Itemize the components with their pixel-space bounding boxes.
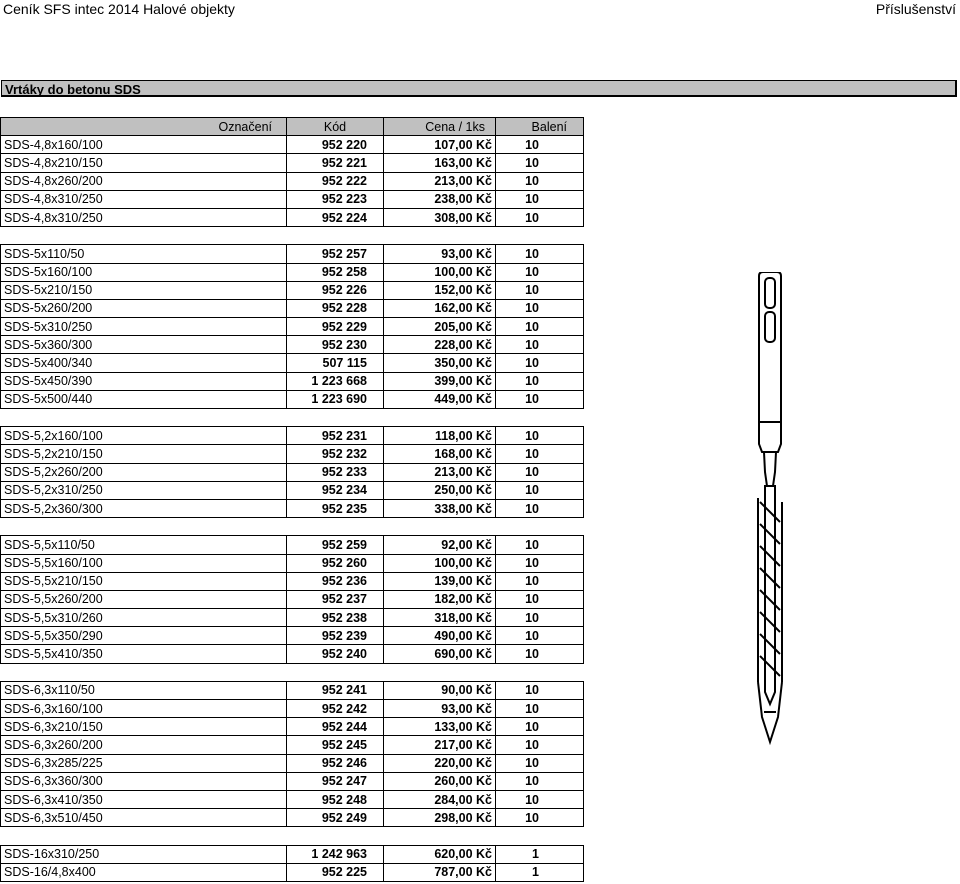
cell-pack: 10 — [496, 681, 584, 699]
cell-pack: 10 — [496, 536, 584, 554]
table-row — [1, 736, 584, 754]
table-row — [1, 336, 584, 354]
cell-pack: 10 — [496, 572, 584, 590]
cell-designation: SDS-5x110/50 — [1, 245, 287, 263]
cell-designation: SDS-5,5x110/50 — [1, 536, 287, 554]
table-row — [1, 554, 584, 572]
cell-code: 952 224 — [287, 208, 384, 226]
cell-designation: SDS-5,2x160/100 — [1, 427, 287, 445]
group-spacer — [1, 227, 584, 245]
cell-price: 205,00 Kč — [384, 318, 496, 336]
cell-designation: SDS-6,3x160/100 — [1, 700, 287, 718]
cell-price: 298,00 Kč — [384, 809, 496, 827]
table-row — [1, 790, 584, 808]
table-row — [1, 299, 584, 317]
cell-designation: SDS-5,2x260/200 — [1, 463, 287, 481]
table-row — [1, 499, 584, 517]
cell-designation: SDS-6,3x410/350 — [1, 790, 287, 808]
table-row — [1, 590, 584, 608]
table-row — [1, 208, 584, 226]
table-row — [1, 354, 584, 372]
cell-price: 308,00 Kč — [384, 208, 496, 226]
cell-pack: 10 — [496, 136, 584, 154]
cell-price: 90,00 Kč — [384, 681, 496, 699]
cell-price: 213,00 Kč — [384, 463, 496, 481]
table-row — [1, 463, 584, 481]
cell-code: 952 258 — [287, 263, 384, 281]
cell-code: 952 220 — [287, 136, 384, 154]
table-row — [1, 427, 584, 445]
table-row — [1, 390, 584, 408]
cell-pack: 10 — [496, 445, 584, 463]
cell-code: 952 235 — [287, 499, 384, 517]
table-row — [1, 700, 584, 718]
cell-price: 107,00 Kč — [384, 136, 496, 154]
cell-designation: SDS-6,3x260/200 — [1, 736, 287, 754]
cell-designation: SDS-6,3x360/300 — [1, 772, 287, 790]
spacer-cell — [1, 663, 287, 681]
cell-price: 182,00 Kč — [384, 590, 496, 608]
spacer-cell — [1, 827, 287, 845]
cell-price: 93,00 Kč — [384, 700, 496, 718]
section-title: Vrtáky do betonu SDS — [1, 80, 957, 97]
cell-pack: 10 — [496, 772, 584, 790]
cell-price: 152,00 Kč — [384, 281, 496, 299]
cell-designation: SDS-5,2x210/150 — [1, 445, 287, 463]
document-header-category: Příslušenství — [875, 1, 956, 17]
cell-designation: SDS-4,8x160/100 — [1, 136, 287, 154]
table-row — [1, 627, 584, 645]
cell-pack: 10 — [496, 245, 584, 263]
cell-pack: 10 — [496, 481, 584, 499]
cell-price: 220,00 Kč — [384, 754, 496, 772]
table-row — [1, 281, 584, 299]
cell-price: 217,00 Kč — [384, 736, 496, 754]
cell-code: 952 240 — [287, 645, 384, 663]
cell-pack: 10 — [496, 718, 584, 736]
cell-designation: SDS-6,3x285/225 — [1, 754, 287, 772]
cell-pack: 10 — [496, 809, 584, 827]
cell-pack: 10 — [496, 790, 584, 808]
spacer-cell — [496, 409, 584, 427]
cell-code: 952 222 — [287, 172, 384, 190]
cell-price: 238,00 Kč — [384, 190, 496, 208]
column-header-designation: Označení — [1, 118, 287, 136]
cell-designation: SDS-16/4,8x400 — [1, 863, 287, 881]
document-header-title: Ceník SFS intec 2014 Halové objekty — [3, 1, 235, 17]
cell-code: 952 228 — [287, 299, 384, 317]
spacer-cell — [1, 518, 287, 536]
cell-pack: 10 — [496, 263, 584, 281]
spacer-cell — [496, 227, 584, 245]
cell-code: 507 115 — [287, 354, 384, 372]
table-row — [1, 772, 584, 790]
cell-designation: SDS-4,8x210/150 — [1, 154, 287, 172]
cell-designation: SDS-5x500/440 — [1, 390, 287, 408]
cell-designation: SDS-6,3x510/450 — [1, 809, 287, 827]
cell-code: 952 245 — [287, 736, 384, 754]
cell-code: 952 237 — [287, 590, 384, 608]
cell-designation: SDS-6,3x210/150 — [1, 718, 287, 736]
cell-price: 350,00 Kč — [384, 354, 496, 372]
table-row — [1, 863, 584, 881]
cell-code: 952 244 — [287, 718, 384, 736]
spacer-cell — [496, 518, 584, 536]
cell-code: 952 236 — [287, 572, 384, 590]
cell-pack: 10 — [496, 281, 584, 299]
cell-designation: SDS-5x260/200 — [1, 299, 287, 317]
cell-pack: 10 — [496, 390, 584, 408]
cell-designation: SDS-5,5x410/350 — [1, 645, 287, 663]
cell-code: 952 231 — [287, 427, 384, 445]
cell-pack: 10 — [496, 554, 584, 572]
table-row — [1, 809, 584, 827]
cell-pack: 10 — [496, 354, 584, 372]
group-spacer — [1, 663, 584, 681]
cell-price: 168,00 Kč — [384, 445, 496, 463]
cell-code: 952 232 — [287, 445, 384, 463]
cell-designation: SDS-5,2x310/250 — [1, 481, 287, 499]
cell-code: 1 223 668 — [287, 372, 384, 390]
group-spacer — [1, 409, 584, 427]
cell-pack: 10 — [496, 172, 584, 190]
table-header-row — [1, 118, 584, 136]
cell-price: 100,00 Kč — [384, 554, 496, 572]
cell-code: 952 225 — [287, 863, 384, 881]
cell-price: 318,00 Kč — [384, 609, 496, 627]
spacer-cell — [287, 663, 384, 681]
cell-code: 952 248 — [287, 790, 384, 808]
cell-price: 100,00 Kč — [384, 263, 496, 281]
cell-code: 952 239 — [287, 627, 384, 645]
cell-pack: 10 — [496, 208, 584, 226]
cell-pack: 10 — [496, 427, 584, 445]
group-spacer — [1, 518, 584, 536]
cell-pack: 10 — [496, 736, 584, 754]
cell-price: 260,00 Kč — [384, 772, 496, 790]
cell-designation: SDS-5x450/390 — [1, 372, 287, 390]
cell-pack: 10 — [496, 299, 584, 317]
cell-price: 92,00 Kč — [384, 536, 496, 554]
spacer-cell — [496, 663, 584, 681]
cell-pack: 10 — [496, 700, 584, 718]
cell-pack: 10 — [496, 318, 584, 336]
price-table-container — [0, 117, 584, 882]
cell-designation: SDS-5x210/150 — [1, 281, 287, 299]
cell-price: 213,00 Kč — [384, 172, 496, 190]
cell-price: 163,00 Kč — [384, 154, 496, 172]
cell-code: 952 229 — [287, 318, 384, 336]
table-row — [1, 154, 584, 172]
spacer-cell — [1, 409, 287, 427]
spacer-cell — [287, 827, 384, 845]
table-row — [1, 718, 584, 736]
cell-code: 952 223 — [287, 190, 384, 208]
table-row — [1, 536, 584, 554]
cell-price: 133,00 Kč — [384, 718, 496, 736]
table-row — [1, 609, 584, 627]
table-row — [1, 572, 584, 590]
cell-code: 952 247 — [287, 772, 384, 790]
cell-designation: SDS-5,2x360/300 — [1, 499, 287, 517]
table-row — [1, 445, 584, 463]
table-row — [1, 845, 584, 863]
cell-price: 162,00 Kč — [384, 299, 496, 317]
price-table — [0, 117, 584, 882]
cell-price: 620,00 Kč — [384, 845, 496, 863]
cell-designation: SDS-5,5x210/150 — [1, 572, 287, 590]
table-row — [1, 318, 584, 336]
table-row — [1, 190, 584, 208]
table-row — [1, 681, 584, 699]
cell-pack: 10 — [496, 154, 584, 172]
cell-designation: SDS-5,5x310/260 — [1, 609, 287, 627]
column-header-code: Kód — [287, 118, 384, 136]
cell-code: 952 230 — [287, 336, 384, 354]
cell-pack: 10 — [496, 372, 584, 390]
cell-code: 952 226 — [287, 281, 384, 299]
cell-code: 952 259 — [287, 536, 384, 554]
spacer-cell — [384, 827, 496, 845]
cell-price: 93,00 Kč — [384, 245, 496, 263]
table-row — [1, 245, 584, 263]
spacer-cell — [384, 409, 496, 427]
table-row — [1, 372, 584, 390]
table-row — [1, 754, 584, 772]
cell-price: 449,00 Kč — [384, 390, 496, 408]
spacer-cell — [287, 409, 384, 427]
cell-code: 952 233 — [287, 463, 384, 481]
sds-drill-bit-icon — [738, 272, 798, 752]
cell-pack: 10 — [496, 499, 584, 517]
spacer-cell — [496, 827, 584, 845]
cell-price: 250,00 Kč — [384, 481, 496, 499]
spacer-cell — [287, 518, 384, 536]
cell-pack: 10 — [496, 336, 584, 354]
table-row — [1, 136, 584, 154]
cell-code: 952 246 — [287, 754, 384, 772]
cell-designation: SDS-4,8x310/250 — [1, 190, 287, 208]
cell-code: 952 249 — [287, 809, 384, 827]
cell-price: 139,00 Kč — [384, 572, 496, 590]
cell-code: 1 242 963 — [287, 845, 384, 863]
cell-price: 490,00 Kč — [384, 627, 496, 645]
cell-price: 118,00 Kč — [384, 427, 496, 445]
table-row — [1, 645, 584, 663]
cell-price: 787,00 Kč — [384, 863, 496, 881]
cell-pack: 10 — [496, 645, 584, 663]
table-row — [1, 172, 584, 190]
cell-designation: SDS-4,8x310/250 — [1, 208, 287, 226]
cell-price: 690,00 Kč — [384, 645, 496, 663]
table-row — [1, 263, 584, 281]
spacer-cell — [384, 518, 496, 536]
spacer-cell — [384, 227, 496, 245]
group-spacer — [1, 827, 584, 845]
cell-code: 952 242 — [287, 700, 384, 718]
spacer-cell — [1, 227, 287, 245]
cell-code: 952 260 — [287, 554, 384, 572]
cell-pack: 10 — [496, 754, 584, 772]
cell-designation: SDS-5,5x160/100 — [1, 554, 287, 572]
cell-code: 952 234 — [287, 481, 384, 499]
spacer-cell — [384, 663, 496, 681]
cell-price: 338,00 Kč — [384, 499, 496, 517]
cell-designation: SDS-5,5x350/290 — [1, 627, 287, 645]
cell-designation: SDS-5,5x260/200 — [1, 590, 287, 608]
cell-pack: 1 — [496, 863, 584, 881]
cell-designation: SDS-16x310/250 — [1, 845, 287, 863]
cell-price: 284,00 Kč — [384, 790, 496, 808]
cell-code: 952 221 — [287, 154, 384, 172]
table-row — [1, 481, 584, 499]
table-body — [1, 136, 584, 882]
spacer-cell — [287, 227, 384, 245]
cell-pack: 10 — [496, 609, 584, 627]
cell-code: 952 238 — [287, 609, 384, 627]
cell-designation: SDS-5x160/100 — [1, 263, 287, 281]
cell-designation: SDS-5x400/340 — [1, 354, 287, 372]
cell-code: 952 241 — [287, 681, 384, 699]
cell-pack: 10 — [496, 627, 584, 645]
column-header-pack: Balení — [496, 118, 584, 136]
cell-price: 399,00 Kč — [384, 372, 496, 390]
cell-code: 952 257 — [287, 245, 384, 263]
column-header-price: Cena / 1ks — [384, 118, 496, 136]
cell-code: 1 223 690 — [287, 390, 384, 408]
cell-pack: 1 — [496, 845, 584, 863]
cell-designation: SDS-5x360/300 — [1, 336, 287, 354]
cell-pack: 10 — [496, 190, 584, 208]
cell-pack: 10 — [496, 463, 584, 481]
cell-designation: SDS-6,3x110/50 — [1, 681, 287, 699]
cell-designation: SDS-4,8x260/200 — [1, 172, 287, 190]
cell-designation: SDS-5x310/250 — [1, 318, 287, 336]
cell-price: 228,00 Kč — [384, 336, 496, 354]
cell-pack: 10 — [496, 590, 584, 608]
